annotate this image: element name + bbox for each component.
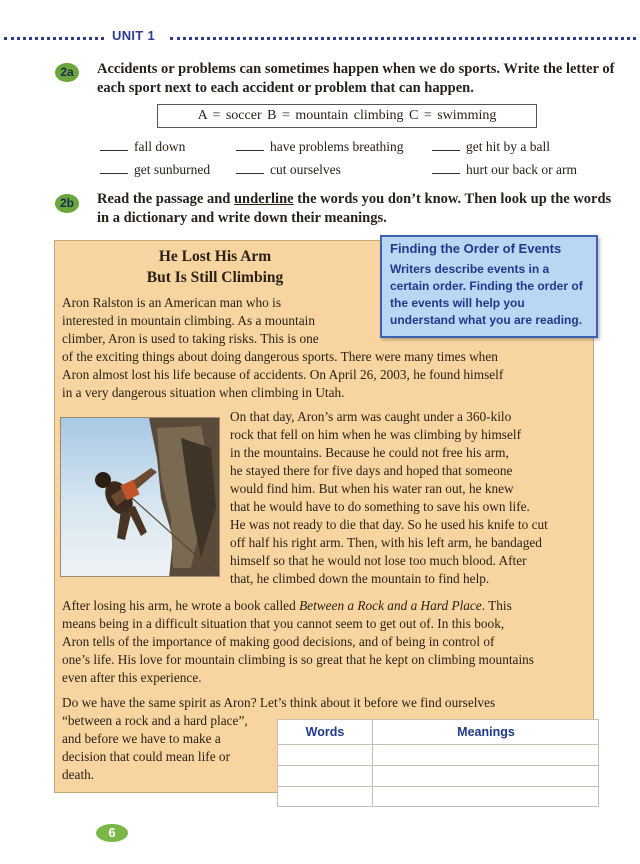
table-row-line [278, 744, 598, 745]
header-dots-left [4, 37, 104, 40]
instruction-2a: Accidents or problems can sometimes happen when we do sports. Write the letter of each sport next to each accident or problem that can happen. [97, 61, 615, 96]
table-row-line [278, 786, 598, 787]
blank-item [236, 162, 341, 178]
answer-blank[interactable] [432, 173, 460, 174]
table-divider [372, 720, 373, 806]
answer-blank[interactable] [236, 150, 264, 151]
badge-2b: 2b [55, 194, 79, 213]
climber-illustration [61, 418, 220, 577]
blank-item [236, 139, 403, 155]
item-text: hurt our back or arm [466, 162, 577, 177]
vocab-table [277, 719, 599, 807]
vocab-table-header [278, 720, 598, 744]
item-text: cut ourselves [270, 162, 341, 177]
story-paragraph-1: of the exciting things about doing dangerous sports. There were many times when Aron almost lost his life because of accidents. On April 26, 2003, he found himself in a very dangerous situation when climbing in Utah. [62, 349, 504, 400]
blank-item [100, 139, 185, 155]
story-paragraph-4-first: Do we have the same spirit as Aron? Let’s think about it before we find ourselves [62, 695, 496, 710]
answer-blank[interactable] [100, 173, 128, 174]
col-meanings: Meanings [457, 725, 515, 739]
item-text: fall down [134, 139, 186, 154]
story-paragraph-2: On that day, Aron’s arm was caught under a 360-kilo rock that fell on him when he was climbing by himself in the mountains. Because he could not free his arm, he stayed there for five days and hoped that someone would find him. But when his water ran out, he knew that he would have to do something to save his own life. He was not ready to die that day. So he used his knife to cut off half his right arm. Then, with his left arm, he bandaged himself so that he would not lose too much blood. After that, he climbed down the mountain to find help. [230, 409, 548, 586]
item-text: have problems breathing [270, 139, 404, 154]
blank-item [100, 162, 210, 178]
story-paragraph-3: After losing his arm, he wrote a book called Between a Rock and a Hard Place. This means being in a difficult situation that you cannot seem to get out of. In this book, Aron tells of the importance of making good decisions, and of being in control of one’s life. His love for mountain climbing is so great that he kept on climbing mountains even after this experience. [62, 598, 534, 685]
col-words: Words [305, 725, 345, 739]
unit-header [0, 27, 640, 47]
blank-item [432, 162, 577, 178]
answer-blank[interactable] [100, 150, 128, 151]
instruction-2b: Read the passage and underline the words you don’t know. Then look up the words in a dictionary and write down their meanings. [97, 191, 612, 226]
answer-blank[interactable] [236, 173, 264, 174]
item-text: get sunburned [134, 162, 211, 177]
story-intro: Aron Ralston is an American man who is interested in mountain climbing. As a mountain climber, Aron is used to taking risks. This is one [62, 295, 319, 346]
tip-text: Writers describe events in a certain order. Finding the order of the events will help you understand what you are reading. [390, 262, 583, 327]
answer-blank[interactable] [432, 150, 460, 151]
tip-box [380, 235, 598, 338]
book-title: Between a Rock and a Hard Place [299, 598, 482, 613]
sport-key-box: A = soccer B = mountain climbing C = swimming [157, 104, 537, 128]
table-row-line [278, 765, 598, 766]
unit-label: UNIT 1 [112, 28, 155, 43]
climber-photo [60, 417, 220, 577]
header-dots-right [170, 37, 636, 40]
story-paragraph-4: “between a rock and a hard place”, and before we have to make a decision that could mean life or death. [62, 713, 248, 782]
item-text: get hit by a ball [466, 139, 550, 154]
page-number: 6 [96, 824, 128, 842]
tip-title: Finding the Order of Events [390, 241, 562, 256]
story-title: He Lost His Arm But Is Still Climbing [146, 248, 284, 286]
blank-item [432, 139, 550, 155]
badge-2a: 2a [55, 63, 79, 82]
